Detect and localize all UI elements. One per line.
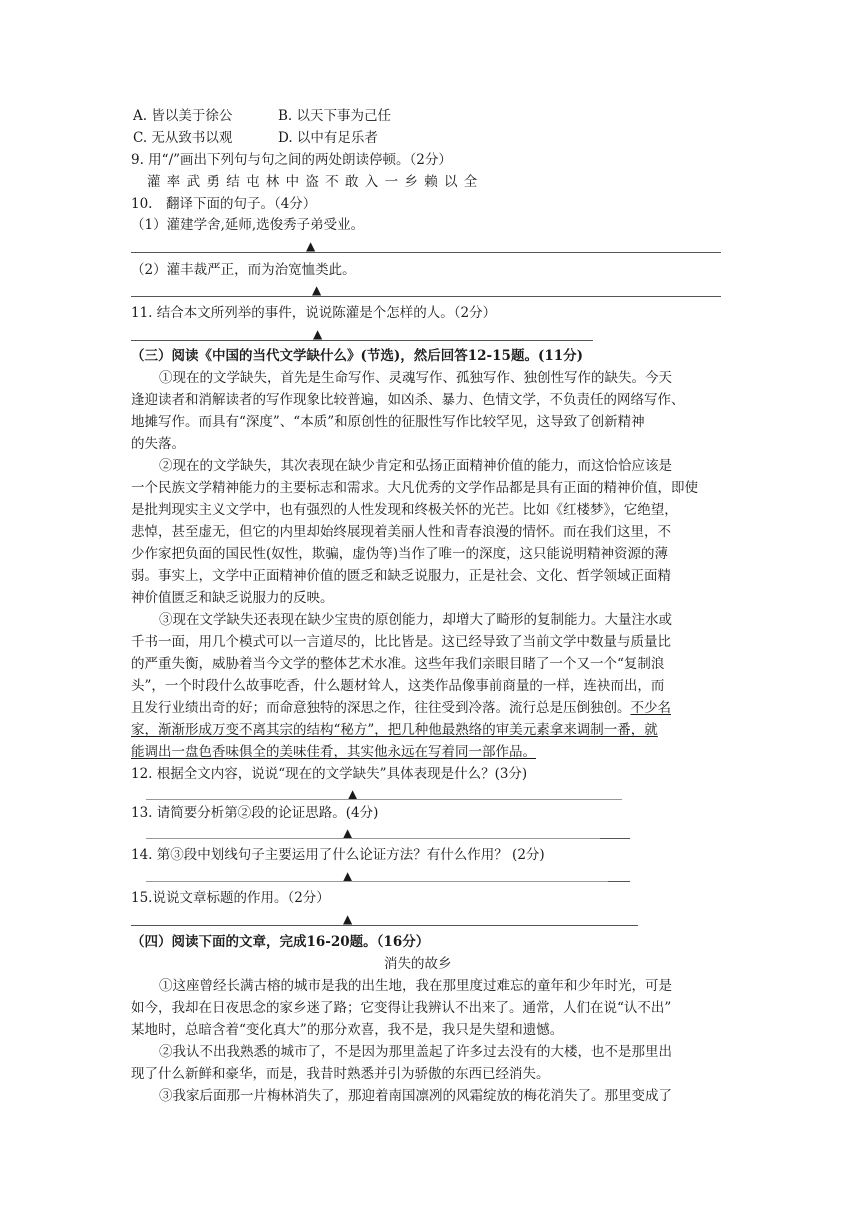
q10-prompt: 10. 翻译下面的句子。（4分） xyxy=(131,196,317,212)
s3-p3-line4: 头”，一个时段什么故事吃香，什么题材耸人，这类作品像事前商量的一样，连袂而出，而 xyxy=(131,678,665,694)
s3-p2-line6: 弱。事实上，文学中正面精神价值的匮乏和缺乏说服力，正是社会、文化、哲学领域正面精 xyxy=(131,568,671,584)
s3-p2-line1: ②现在的文学缺失，其次表现在缺少肯定和弘扬正面精神价值的能力，而这恰恰应该是 xyxy=(159,458,672,474)
s3-p2-line2: 一个民族文学精神能力的主要标志和需求。大凡优秀的文学作品都是具有正面的精神价值，即使 xyxy=(131,480,698,496)
q8-option-d: D. 以中有足乐者 xyxy=(278,130,378,146)
q14-prompt: 14. 第③段中划线句子主要运用了什么论证方法？有什么作用？ (2分) xyxy=(131,847,545,863)
answer-marker: ▲ xyxy=(306,239,316,253)
section4-heading: （四）阅读下面的文章，完成16-20题。（16分） xyxy=(131,934,430,950)
underlined-sentence-line1: 家，渐渐形成万变不离其宗的结构“秘方”，把几种他最熟络的审美元素拿来调制一番，就 xyxy=(131,722,658,738)
s3-p3-line1: ③现在文学缺失还表现在缺少宝贵的原创能力，却增大了畸形的复制能力。大量注水或 xyxy=(159,612,672,628)
s3-p1-line2: 逢迎读者和消解读者的写作现象比较普遍，如凶杀、暴力、色情文学，不负责任的网络写作、 xyxy=(131,392,685,408)
s3-p3-line5-text: 且发行业绩出奇的好；而命意独特的深思之作，往往受到冷落。流行总是压倒独创。 xyxy=(131,700,631,716)
answer-line-q13[interactable] xyxy=(146,838,600,839)
section3-heading: （三）阅读《中国的当代文学缺什么》(节选)，然后回答12-15题。(11分) xyxy=(131,348,584,364)
answer-marker: ▲ xyxy=(313,327,323,341)
s4-p1-line3: 某地时，总暗含着“变化真大”的那分欢喜，我不是，我只是失望和遗憾。 xyxy=(131,1022,564,1038)
section4-title: 消失的故乡 xyxy=(384,956,452,972)
q8-option-b: B. 以天下事为己任 xyxy=(278,108,392,124)
answer-marker: ▲ xyxy=(348,787,358,801)
s4-p2-line1: ②我认不出我熟悉的城市了，不是因为那里盖起了许多过去没有的大楼，也不是那里出 xyxy=(159,1044,672,1060)
answer-line-q14[interactable] xyxy=(146,881,608,882)
answer-marker: ▲ xyxy=(343,826,353,840)
s4-p1-line1: ①这座曾经长满古榕的城市是我的出生地，我在那里度过难忘的童年和少年时光，可是 xyxy=(159,978,672,994)
underlined-sentence-line2: 能调出一盘色香味俱全的美味佳肴，其实他永远在写着同一部作品。 xyxy=(131,744,536,760)
q8-option-a: A. 皆以美于徐公 xyxy=(133,108,233,124)
answer-line-q13-end xyxy=(600,838,630,839)
q11-prompt: 11. 结合本文所列举的事件，说说陈灌是个怎样的人。（2分） xyxy=(131,305,497,321)
answer-line-q11[interactable] xyxy=(131,340,593,341)
s4-p2-line2: 现了什么新鲜和豪华，而是，我昔时熟悉并引为骄傲的东西已经消失。 xyxy=(131,1066,550,1082)
answer-line-q12[interactable] xyxy=(146,799,622,800)
q13-prompt: 13. 请简要分析第②段的论证思路。(4分) xyxy=(131,805,379,821)
s3-p2-line4: 悲悼，甚至虚无，但它的内里却始终展现着美丽人性和青春浪漫的情怀。而在我们这里，不 xyxy=(131,524,671,540)
answer-line-q10-2[interactable] xyxy=(131,296,721,297)
q15-prompt: 15.说说文章标题的作用。（2分） xyxy=(131,890,330,906)
s3-p1-line1: ①现在的文学缺失，首先是生命写作、灵魂写作、孤独写作、独创性写作的缺失。今天 xyxy=(159,370,672,386)
s3-p3-line5 xyxy=(131,698,671,718)
answer-marker: ▲ xyxy=(343,912,353,926)
q9-prompt: 9. 用“/”画出下列句与句之间的两处朗读停顿。（2分） xyxy=(131,152,452,168)
q10-sentence-2: （2）灌丰裁严正，而为治宽恤类此。 xyxy=(131,262,356,278)
answer-line-q15[interactable] xyxy=(131,925,638,926)
q10-sentence-1: （1）灌建学舍,延师,选俊秀子弟受业。 xyxy=(131,217,365,233)
s3-p2-line3: 是批判现实主义文学中，也有强烈的人性发现和终极关怀的光芒。比如《红楼梦》，它绝望， xyxy=(131,502,678,518)
s3-p3-line3: 的严重失衡，威胁着当今文学的整体艺术水准。这些年我们亲眼目睹了一个又一个“复制浪 xyxy=(131,656,665,672)
answer-line-q14-end xyxy=(608,881,630,882)
s3-p2-line7: 神价值匮乏和缺乏说服力的反映。 xyxy=(131,590,334,606)
s4-p3-line1: ③我家后面那一片梅林消失了，那迎着南国凛冽的风霜绽放的梅花消失了。那里变成了 xyxy=(159,1088,672,1104)
s4-p1-line2: 如今，我却在日夜思念的家乡迷了路；它变得让我辨认不出来了。通常，人们在说“认不出” xyxy=(131,1000,672,1016)
s3-p3-line2: 千书一面，用几个模式可以一言道尽的，比比皆是。这已经导致了当前文学中数量与质量比 xyxy=(131,634,671,650)
q9-sentence: 灌率武勇结屯林中盗不敢入一乡赖以全 xyxy=(147,174,484,190)
s3-p1-line4: 的失落。 xyxy=(131,436,185,452)
s3-p1-line3: 地摊写作。而具有“深度”、“本质”和原创性的征服性写作比较罕见，这导致了创新精神 xyxy=(131,414,645,430)
answer-line-q10-1[interactable] xyxy=(131,252,721,253)
answer-marker: ▲ xyxy=(312,283,322,297)
underlined-sentence-start: 不少名 xyxy=(630,700,671,716)
q8-option-c: C. 无从致书以观 xyxy=(133,130,233,146)
answer-marker: ▲ xyxy=(343,869,353,883)
s3-p2-line5: 少作家把负面的国民性(奴性，欺骗，虚伪等)当作了唯一的深度，这只能说明精神资源的薄 xyxy=(131,546,669,562)
q12-prompt: 12. 根据全文内容，说说“现在的文学缺失”具体表现是什么？(3分) xyxy=(131,766,528,782)
